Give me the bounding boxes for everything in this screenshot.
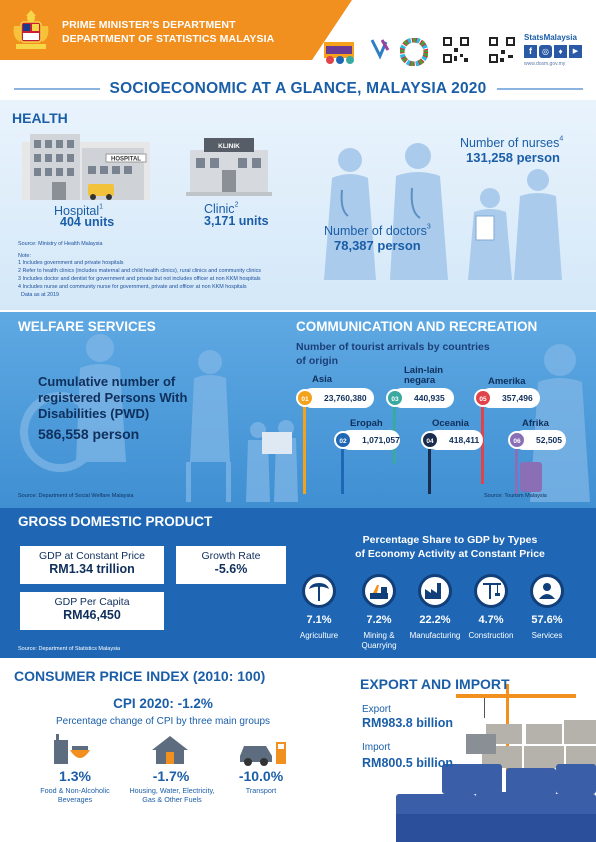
- social-icons: [524, 45, 582, 58]
- welfare-source: Source: Department of Social Welfare Malaysia: [18, 493, 134, 499]
- health-source: Source: Ministry of Health Malaysia: [18, 241, 103, 247]
- brand-name: StatsMalaysia: [524, 33, 577, 42]
- import-value: RM800.5 billion: [362, 756, 453, 770]
- mining-icon: [362, 574, 396, 608]
- welfare-value: 586,558 person: [38, 426, 140, 442]
- region-value-asia: 23,760,380: [302, 388, 374, 408]
- facebook-icon[interactable]: f: [524, 45, 537, 58]
- qr-code-icon: [442, 36, 470, 64]
- activity-construction-label: Construction: [468, 631, 514, 640]
- region-value-afrika: 52,505: [514, 430, 566, 450]
- nurses-label: Number of nurses$^4$: [460, 135, 564, 150]
- region-name-afrika: Afrika: [522, 418, 549, 429]
- mystats-day-logo-icon: [318, 38, 362, 66]
- export-value: RM983.8 billion: [362, 716, 453, 730]
- factory-icon: [418, 574, 452, 608]
- doctors-value: 78,387 person: [334, 238, 421, 253]
- gdp-source: Source: Department of Statistics Malaysia: [18, 646, 121, 652]
- region-value-lain-lain: 440,935: [392, 388, 454, 408]
- youtube-icon[interactable]: ▶: [569, 45, 582, 58]
- cpi-heading: CONSUMER PRICE INDEX (2010: 100): [14, 668, 266, 684]
- communication-source: Source: Tourism Malaysia: [484, 493, 547, 499]
- qr-code-icon: [488, 36, 516, 64]
- activity-construction-pct: 4.7%: [478, 614, 504, 626]
- region-value-oceania: 418,411: [427, 430, 483, 450]
- region-number-amerika: 05: [474, 389, 492, 407]
- malaysia-coat-of-arms-icon: [10, 8, 52, 52]
- region-name-asia: Asia: [312, 374, 333, 385]
- health-note-4: 4 Includes nurse and community nurse for government, private and officer at non KKM hospitals: [18, 284, 247, 290]
- cpi-food-value: 1.3%: [59, 768, 91, 784]
- welfare-description: Cumulative number of registered Persons With Disabilities (PWD): [38, 374, 188, 421]
- region-name-eropah: Eropah: [350, 418, 383, 429]
- palm-tree-icon: [302, 574, 336, 608]
- activity-mining-pct: 7.2%: [366, 614, 392, 626]
- region-number-asia: 01: [296, 389, 314, 407]
- export-label: Export: [362, 704, 391, 715]
- clinic-building-icon: [186, 134, 272, 196]
- health-note-title: Note:: [18, 253, 31, 259]
- census-logo-icon: [368, 36, 394, 64]
- cpi-transport-value: -10.0%: [238, 768, 284, 784]
- car-fuel-icon: [236, 732, 290, 768]
- communication-subtitle: Number of tourist arrivals by countries of origin: [296, 341, 490, 367]
- region-value-amerika: 357,496: [480, 388, 540, 408]
- clinic-label: Clinic$^2$: [204, 201, 239, 216]
- instagram-icon[interactable]: ◎: [539, 45, 552, 58]
- activity-agriculture-pct: 7.1%: [306, 614, 332, 626]
- food-beverage-icon: [50, 732, 98, 768]
- activity-agriculture-label: Agriculture: [299, 631, 339, 640]
- hospital-value: 404 units: [60, 215, 115, 229]
- website-url[interactable]: www.dosm.gov.my: [524, 61, 566, 67]
- cpi-main: CPI 2020: -1.2%: [113, 696, 213, 711]
- cpi-housing-label: Housing, Water, Electricity, Gas & Other Fuels: [129, 786, 215, 804]
- gdp-growth-card: Growth Rate -5.6%: [176, 546, 286, 584]
- hospital-building-icon: [22, 128, 150, 200]
- activity-mining-label: Mining & Quarrying: [361, 631, 397, 650]
- org-line-1: PRIME MINISTER'S DEPARTMENT: [62, 19, 236, 31]
- services-icon: [530, 574, 564, 608]
- clinic-value: 3,171 units: [204, 214, 269, 228]
- cpi-housing-value: -1.7%: [152, 768, 190, 784]
- cpi-food-label: Food & Non-Alcoholic Beverages: [40, 786, 110, 804]
- activity-manufacturing-label: Manufacturing: [409, 631, 461, 640]
- region-value-eropah: 1,071,057: [340, 430, 400, 450]
- gdp-constant-card: GDP at Constant Price RM1.34 trillion: [20, 546, 164, 584]
- health-note-3: 3 Includes doctor and dentist for government and private but not includes officer at non KKM hospitals: [18, 276, 261, 282]
- gdp-share-title: Percentage Share to GDP by Types of Economy Activity at Constant Price: [355, 534, 545, 560]
- activity-services-label: Services: [531, 631, 563, 640]
- health-heading: HEALTH: [12, 110, 68, 126]
- region-name-lain-lain: Lain-lain negara: [404, 365, 444, 386]
- health-note-5: Data as at 2019: [18, 292, 60, 298]
- twitter-icon[interactable]: ♦: [554, 45, 567, 58]
- trade-heading: EXPORT AND IMPORT: [360, 676, 510, 692]
- sdg-wheel-icon: [400, 38, 428, 66]
- doctors-label: Number of doctors$^3$: [324, 223, 431, 238]
- region-name-oceania: Oceania: [432, 418, 469, 429]
- activity-services-pct: 57.6%: [531, 614, 563, 626]
- hospital-label: Hospital$^1$: [54, 203, 104, 218]
- clinic-sign: KLINIK: [218, 143, 240, 150]
- hospital-sign: HOSPITAL: [111, 156, 141, 163]
- health-note-2: 2 Refer to health clinics (includes maternal and child health clinics), rural clinics and community clinics: [18, 268, 261, 274]
- crane-icon: [474, 574, 508, 608]
- region-number-afrika: 06: [508, 431, 526, 449]
- communication-heading: COMMUNICATION AND RECREATION: [296, 319, 538, 334]
- region-number-lain-lain: 03: [386, 389, 404, 407]
- welfare-heading: WELFARE SERVICES: [18, 319, 156, 334]
- nurses-value: 131,258 person: [466, 150, 560, 165]
- page-title: SOCIOECONOMIC AT A GLANCE, MALAYSIA 2020: [109, 80, 487, 97]
- house-icon: [146, 732, 194, 768]
- gdp-per-capita-card: GDP Per Capita RM46,450: [20, 592, 164, 630]
- health-note-1: 1 Includes government and private hospitals: [18, 260, 124, 266]
- import-label: Import: [362, 742, 391, 753]
- cpi-transport-label: Transport: [245, 786, 277, 795]
- activity-manufacturing-pct: 22.2%: [419, 614, 451, 626]
- region-name-amerika: Amerika: [488, 376, 526, 387]
- gdp-heading: GROSS DOMESTIC PRODUCT: [18, 514, 213, 529]
- cpi-subtitle: Percentage change of CPI by three main groups: [55, 716, 271, 727]
- region-number-eropah: 02: [334, 431, 352, 449]
- org-line-2: DEPARTMENT OF STATISTICS MALAYSIA: [62, 33, 275, 45]
- region-number-oceania: 04: [421, 431, 439, 449]
